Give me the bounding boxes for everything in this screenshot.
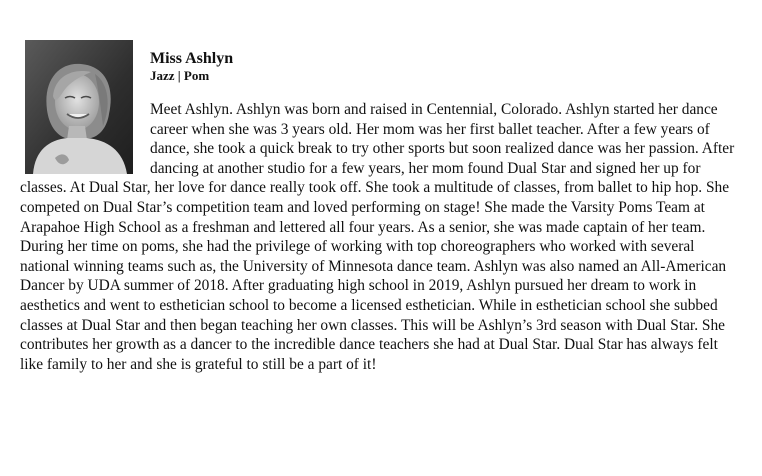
instructor-photo: [25, 40, 133, 174]
bio-paragraph: Meet Ashlyn. Ashlyn was born and raised in Centennial, Colorado. Ashlyn started her dance career when she was 3 years old. Her mom was her first ballet teacher. After a few years of dance, she took a quick break to try other sports but soon realized dance was her passion. After dancing at another studio for a few years, her mom found Dual Star and signed her up for classes. At Dual Star, her love for dance really took off. She took a multitude of classes, from ballet to hip hop. She competed on Dual Star’s competition team and loved performing on stage! She made the Varsity Poms Team at Arapahoe High School as a freshman and lettered all four years. As a senior, she was made captain of her team. During her time on poms, she had the privilege of working with top choreographers who worked with several national winning teams such as, the University of Minnesota dance team. Ashlyn was also named an All-American Dancer by UDA summer of 2018. After graduating high school in 2019, Ashlyn pursued her dream to work in aesthetics and went to esthetician school to become a licensed esthetician. While in esthetician school she subbed classes at Dual Star and then began teaching her own classes. This will be Ashlyn’s 3rd season with Dual Star. She contributes her growth as a dancer to the incredible dance teachers she had at Dual Star. Dual Star has always felt like family to her and she is grateful to still be a part of it!: [20, 101, 735, 373]
dance-styles: Jazz | Pom: [150, 68, 210, 83]
portrait-image: [25, 40, 133, 174]
instructor-name: Miss Ashlyn: [150, 50, 234, 67]
instructor-bio: [20, 40, 740, 374]
